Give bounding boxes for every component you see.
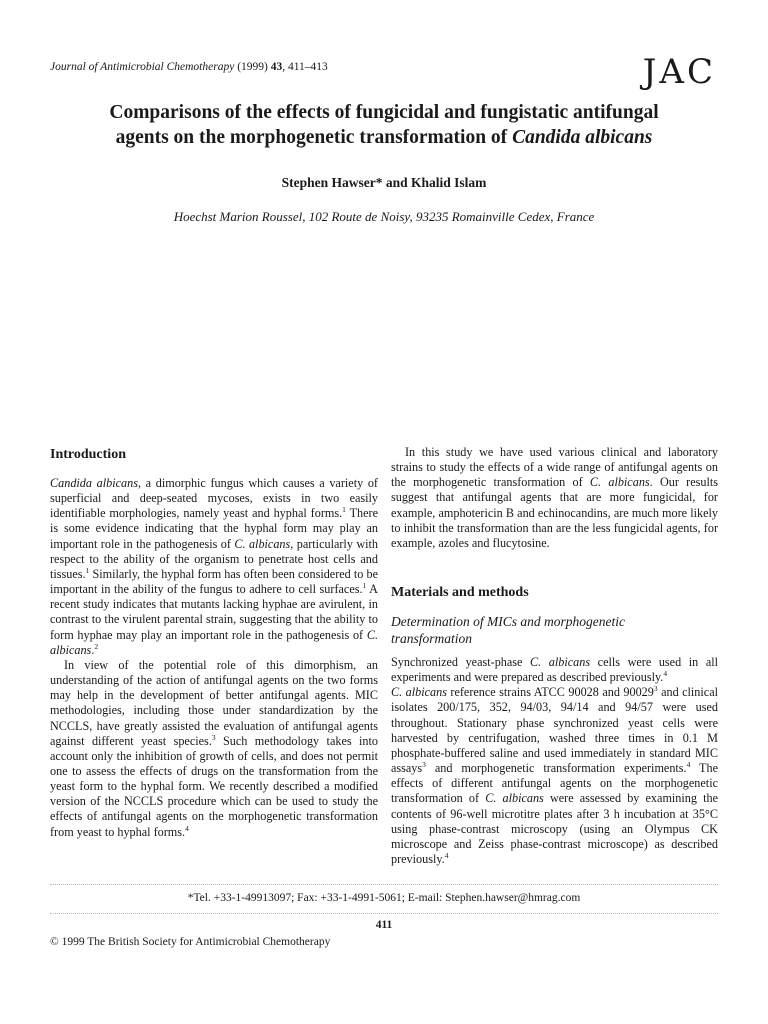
text-run: There is some evidence indicating that the hyphal form may play an important role in the pathogenesis of (50, 506, 379, 551)
intro-paragraph-1 (50, 476, 378, 658)
intro-paragraph-3 (391, 445, 718, 551)
text-run: , a dimorphic fungus which causes a variety of superficial and deep-seated mycoses, exists in two easily identifiable morphologies, namely yeast and hyphal forms. (50, 476, 378, 521)
text-run: , particularly with respect to the ability of the organism to penetrate host cells and tissues. (50, 536, 378, 581)
citation-ref: 3 (422, 760, 426, 770)
footer-divider (50, 913, 718, 914)
citation-ref: 3 (653, 684, 658, 694)
title-species: Candida albicans (512, 127, 653, 148)
species-name: C. albicans (234, 536, 291, 551)
mic-subheading: Determination of MICs and morphogenetic transformation (391, 614, 625, 646)
text-run: and morphogenetic transformation experiments. (425, 761, 687, 776)
species-name: C. albicans (50, 627, 378, 657)
species-name: C. albicans (589, 475, 650, 490)
journal-logo: JAC (642, 52, 716, 92)
text-run: were assessed by examining the contents of 96-well microtitre plates after 3 h incubation at 35°C using phase-contrast microscopy (using an Olympus CK microscope and Zeiss phase-contrast microscope) as described previously. (391, 791, 719, 867)
methods-body (391, 655, 718, 867)
corresponding-author-footnote: *Tel. +33-1-49913097; Fax: +33-1-4991-5061; E-mail: Stephen.hawser@hmrag.com (187, 892, 581, 904)
text-run: cells were used in all experiments and were prepared as described previously. (391, 655, 718, 685)
citation-ref: 4 (663, 669, 668, 679)
page-number: 411 (375, 919, 393, 931)
affiliation: Hoechst Marion Roussel, 102 Route de Noisy, 93235 Romainville Cedex, France (173, 209, 595, 224)
text-run: reference strains ATCC 90028 and 90029 (446, 685, 654, 700)
intro-paragraph-2 (50, 658, 378, 840)
citation-ref: 4 (686, 760, 691, 770)
text-run: Such methodology takes into account only the inhibition of growth of cells, and does not permit one to assess the effects of drugs on the transformation from the yeast form to the hyphal form. We recently described a modified version of the NCCLS procedure which can be used to study the effects of antifungal agents on the morphogenetic transformation from yeast to hyphal forms. (50, 733, 378, 839)
title-line-1: Comparisons of the effects of fungicidal and fungistatic antifungal (109, 102, 659, 123)
introduction-heading: Introduction (50, 447, 126, 462)
introduction-body (50, 476, 378, 840)
text-run: Similarly, the hyphal form has often been considered to be important in the ability of the fungus to adhere to cell surfaces. (50, 566, 378, 597)
footnote-divider (50, 884, 718, 885)
journal-volume: 43 (270, 61, 283, 73)
article-title (40, 100, 728, 150)
journal-citation (50, 61, 328, 73)
citation-ref: 4 (185, 823, 189, 833)
citation-ref: 4 (444, 851, 449, 861)
species-name: Candida albicans (50, 476, 138, 490)
text-run: Synchronized yeast-phase (391, 655, 531, 669)
title-line-2 (40, 125, 728, 150)
methods-paragraph (391, 655, 718, 867)
citation-ref: 2 (94, 641, 99, 651)
citation-ref: 1 (342, 505, 346, 515)
species-name: C. albicans (485, 791, 544, 806)
citation-ref: 3 (211, 732, 216, 742)
authors: Stephen Hawser* and Khalid Islam (281, 175, 487, 190)
journal-year: (1999) (237, 61, 268, 73)
species-name: C. albicans (530, 655, 591, 669)
right-column-intro (391, 445, 718, 551)
text-run: and clinical isolates 200/175, 352, 94/03, 94/14 and 94/57 were used throughout. Stationary phase synchronized yeast cells were harvested by centrifugation, washed three times in 0.1 M phosphate-buffered saline and used immediately in standard MIC assays (391, 685, 718, 776)
text-run: . (91, 642, 95, 657)
journal-pages: , 411–413 (282, 61, 328, 73)
citation-ref: 1 (362, 581, 367, 591)
text-run: In this study we have used various clinical and laboratory strains to study the effects of a wide range of antifungal agents on the morphogenetic transformation of (391, 445, 718, 490)
text-run: In view of the potential role of this dimorphism, an understanding of the action of antifungal agents on the two forms may help in the development of better antifungal agents. MIC methodologies, including those under standardization by the NCCLS, have greatly assisted the evaluation of antifungal agents against different yeast species. (50, 657, 378, 748)
journal-name: Journal of Antimicrobial Chemotherapy (50, 61, 235, 73)
title-line-2-text: agents on the morphogenetic transformation of (115, 127, 513, 148)
citation-ref: 1 (85, 565, 90, 575)
materials-methods-heading: Materials and methods (391, 585, 529, 600)
copyright-notice: © 1999 The British Society for Antimicrobial Chemotherapy (50, 936, 331, 948)
text-run: . Our results suggest that antifungal agents that are more fungicidal, for example, amphotericin B and echinocandins, are much more likely to inhibit the transformation than are the less fungicidal agents, for example, azoles and flucytosine. (391, 475, 718, 550)
text-run: The effects of different antifungal agents on the morphogenetic transformation of (391, 761, 718, 806)
species-name: C. albicans (391, 685, 447, 700)
text-run: A recent study indicates that mutants lacking hyphae are avirulent, in contrast to the virulent parental strain, suggesting that the ability to form hyphae may play an important role in the pathogenesis of (50, 582, 378, 642)
